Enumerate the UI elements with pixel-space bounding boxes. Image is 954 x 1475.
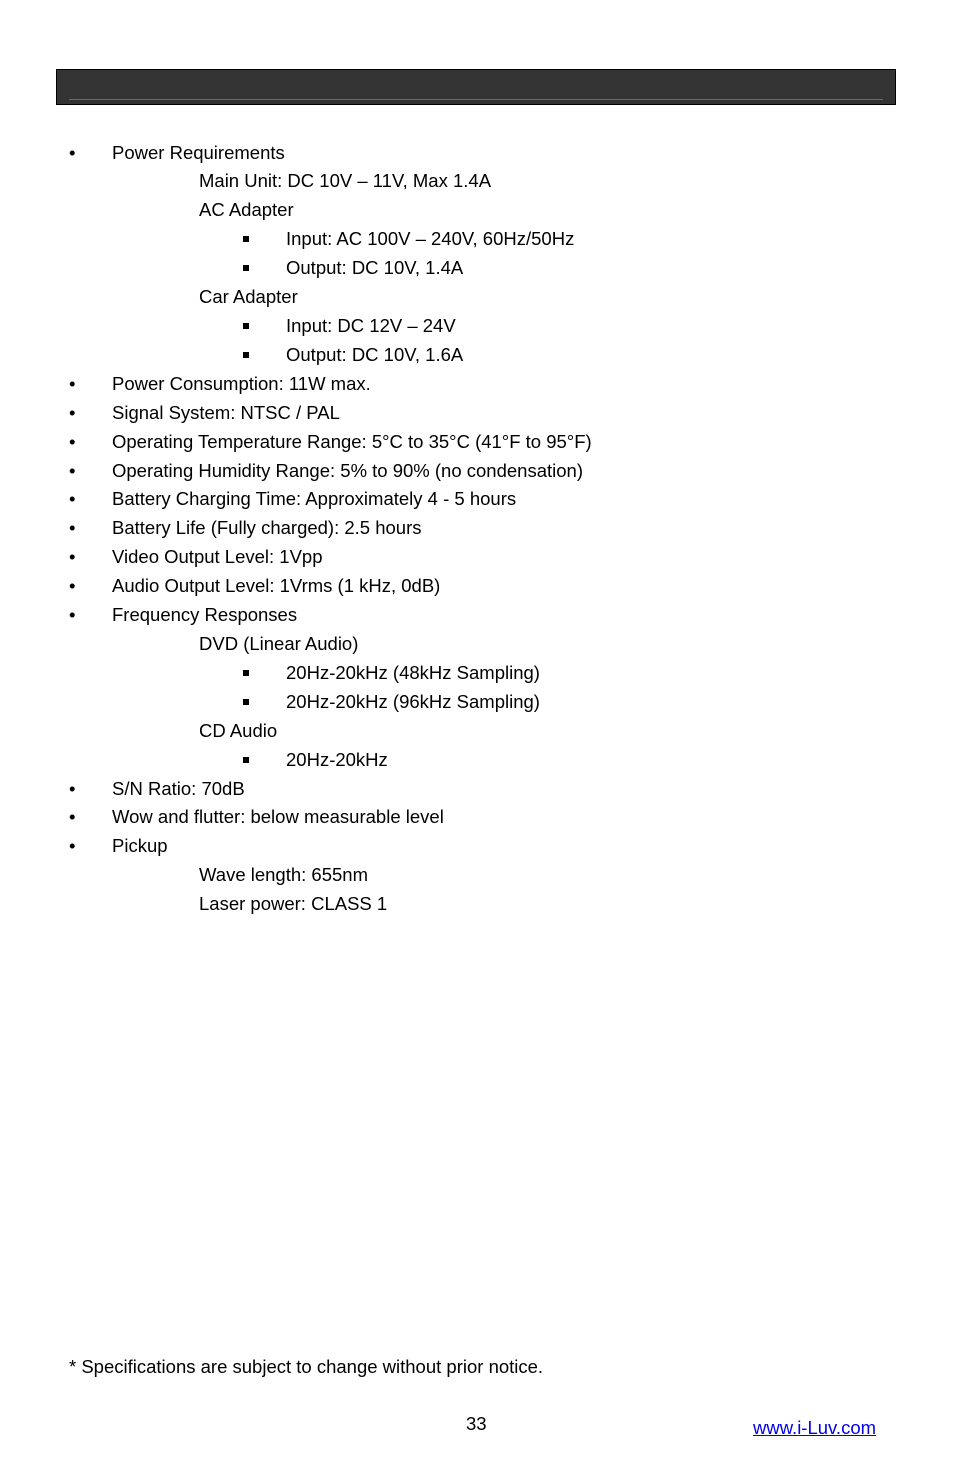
header-underline	[69, 99, 883, 100]
spec-ac-output: Output: DC 10V, 1.4A	[286, 257, 464, 278]
spec-operating-temperature: Operating Temperature Range: 5°C to 35°C (41°F to 95°F)	[112, 431, 592, 452]
square-bullet-icon	[243, 352, 249, 358]
footnote: * Specifications are subject to change without prior notice.	[69, 1356, 544, 1377]
bullet-icon: •	[69, 778, 76, 799]
bullet-icon: •	[69, 604, 76, 625]
spec-power-consumption: Power Consumption: 11W max.	[112, 373, 371, 394]
spec-laser-power: Laser power: CLASS 1	[199, 893, 388, 914]
spec-audio-output: Audio Output Level: 1Vrms (1 kHz, 0dB)	[112, 575, 441, 596]
spec-pickup: Pickup	[112, 835, 168, 856]
spec-frequency-responses: Frequency Responses	[112, 604, 298, 625]
square-bullet-icon	[243, 265, 249, 271]
bullet-icon: •	[69, 517, 76, 538]
spec-wow-flutter: Wow and flutter: below measurable level	[112, 806, 444, 827]
spec-car-output: Output: DC 10V, 1.6A	[286, 344, 464, 365]
spec-dvd-linear-audio: DVD (Linear Audio)	[199, 633, 359, 654]
section-header-bar	[56, 69, 896, 105]
spec-ac-input: Input: AC 100V – 240V, 60Hz/50Hz	[286, 228, 575, 249]
bullet-icon: •	[69, 835, 76, 856]
spec-dvd-96k: 20Hz-20kHz (96kHz Sampling)	[286, 691, 540, 712]
spec-battery-life: Battery Life (Fully charged): 2.5 hours	[112, 517, 422, 538]
square-bullet-icon	[243, 670, 249, 676]
square-bullet-icon	[243, 236, 249, 242]
spec-car-adapter: Car Adapter	[199, 286, 298, 307]
spec-power-requirements: Power Requirements	[112, 142, 285, 163]
bullet-icon: •	[69, 431, 76, 452]
bullet-icon: •	[69, 402, 76, 423]
spec-signal-system: Signal System: NTSC / PAL	[112, 402, 340, 423]
spec-operating-humidity: Operating Humidity Range: 5% to 90% (no condensation)	[112, 460, 583, 481]
bullet-icon: •	[69, 575, 76, 596]
spec-battery-charging: Battery Charging Time: Approximately 4 - 5 hours	[112, 488, 517, 509]
website-link[interactable]: www.i-Luv.com	[753, 1417, 877, 1438]
bullet-icon: •	[69, 142, 76, 163]
spec-dvd-48k: 20Hz-20kHz (48kHz Sampling)	[286, 662, 540, 683]
spec-sn-ratio: S/N Ratio: 70dB	[112, 778, 245, 799]
spec-car-input: Input: DC 12V – 24V	[286, 315, 456, 336]
square-bullet-icon	[243, 699, 249, 705]
bullet-icon: •	[69, 373, 76, 394]
page-number: 33	[466, 1413, 487, 1434]
spec-video-output: Video Output Level: 1Vpp	[112, 546, 323, 567]
spec-cd-audio: CD Audio	[199, 720, 278, 741]
bullet-icon: •	[69, 460, 76, 481]
square-bullet-icon	[243, 757, 249, 763]
spec-wave-length: Wave length: 655nm	[199, 864, 368, 885]
square-bullet-icon	[243, 323, 249, 329]
spec-main-unit: Main Unit: DC 10V – 11V, Max 1.4A	[199, 170, 492, 191]
bullet-icon: •	[69, 488, 76, 509]
spec-cd-range: 20Hz-20kHz	[286, 749, 388, 770]
bullet-icon: •	[69, 806, 76, 827]
spec-ac-adapter: AC Adapter	[199, 199, 294, 220]
bullet-icon: •	[69, 546, 76, 567]
